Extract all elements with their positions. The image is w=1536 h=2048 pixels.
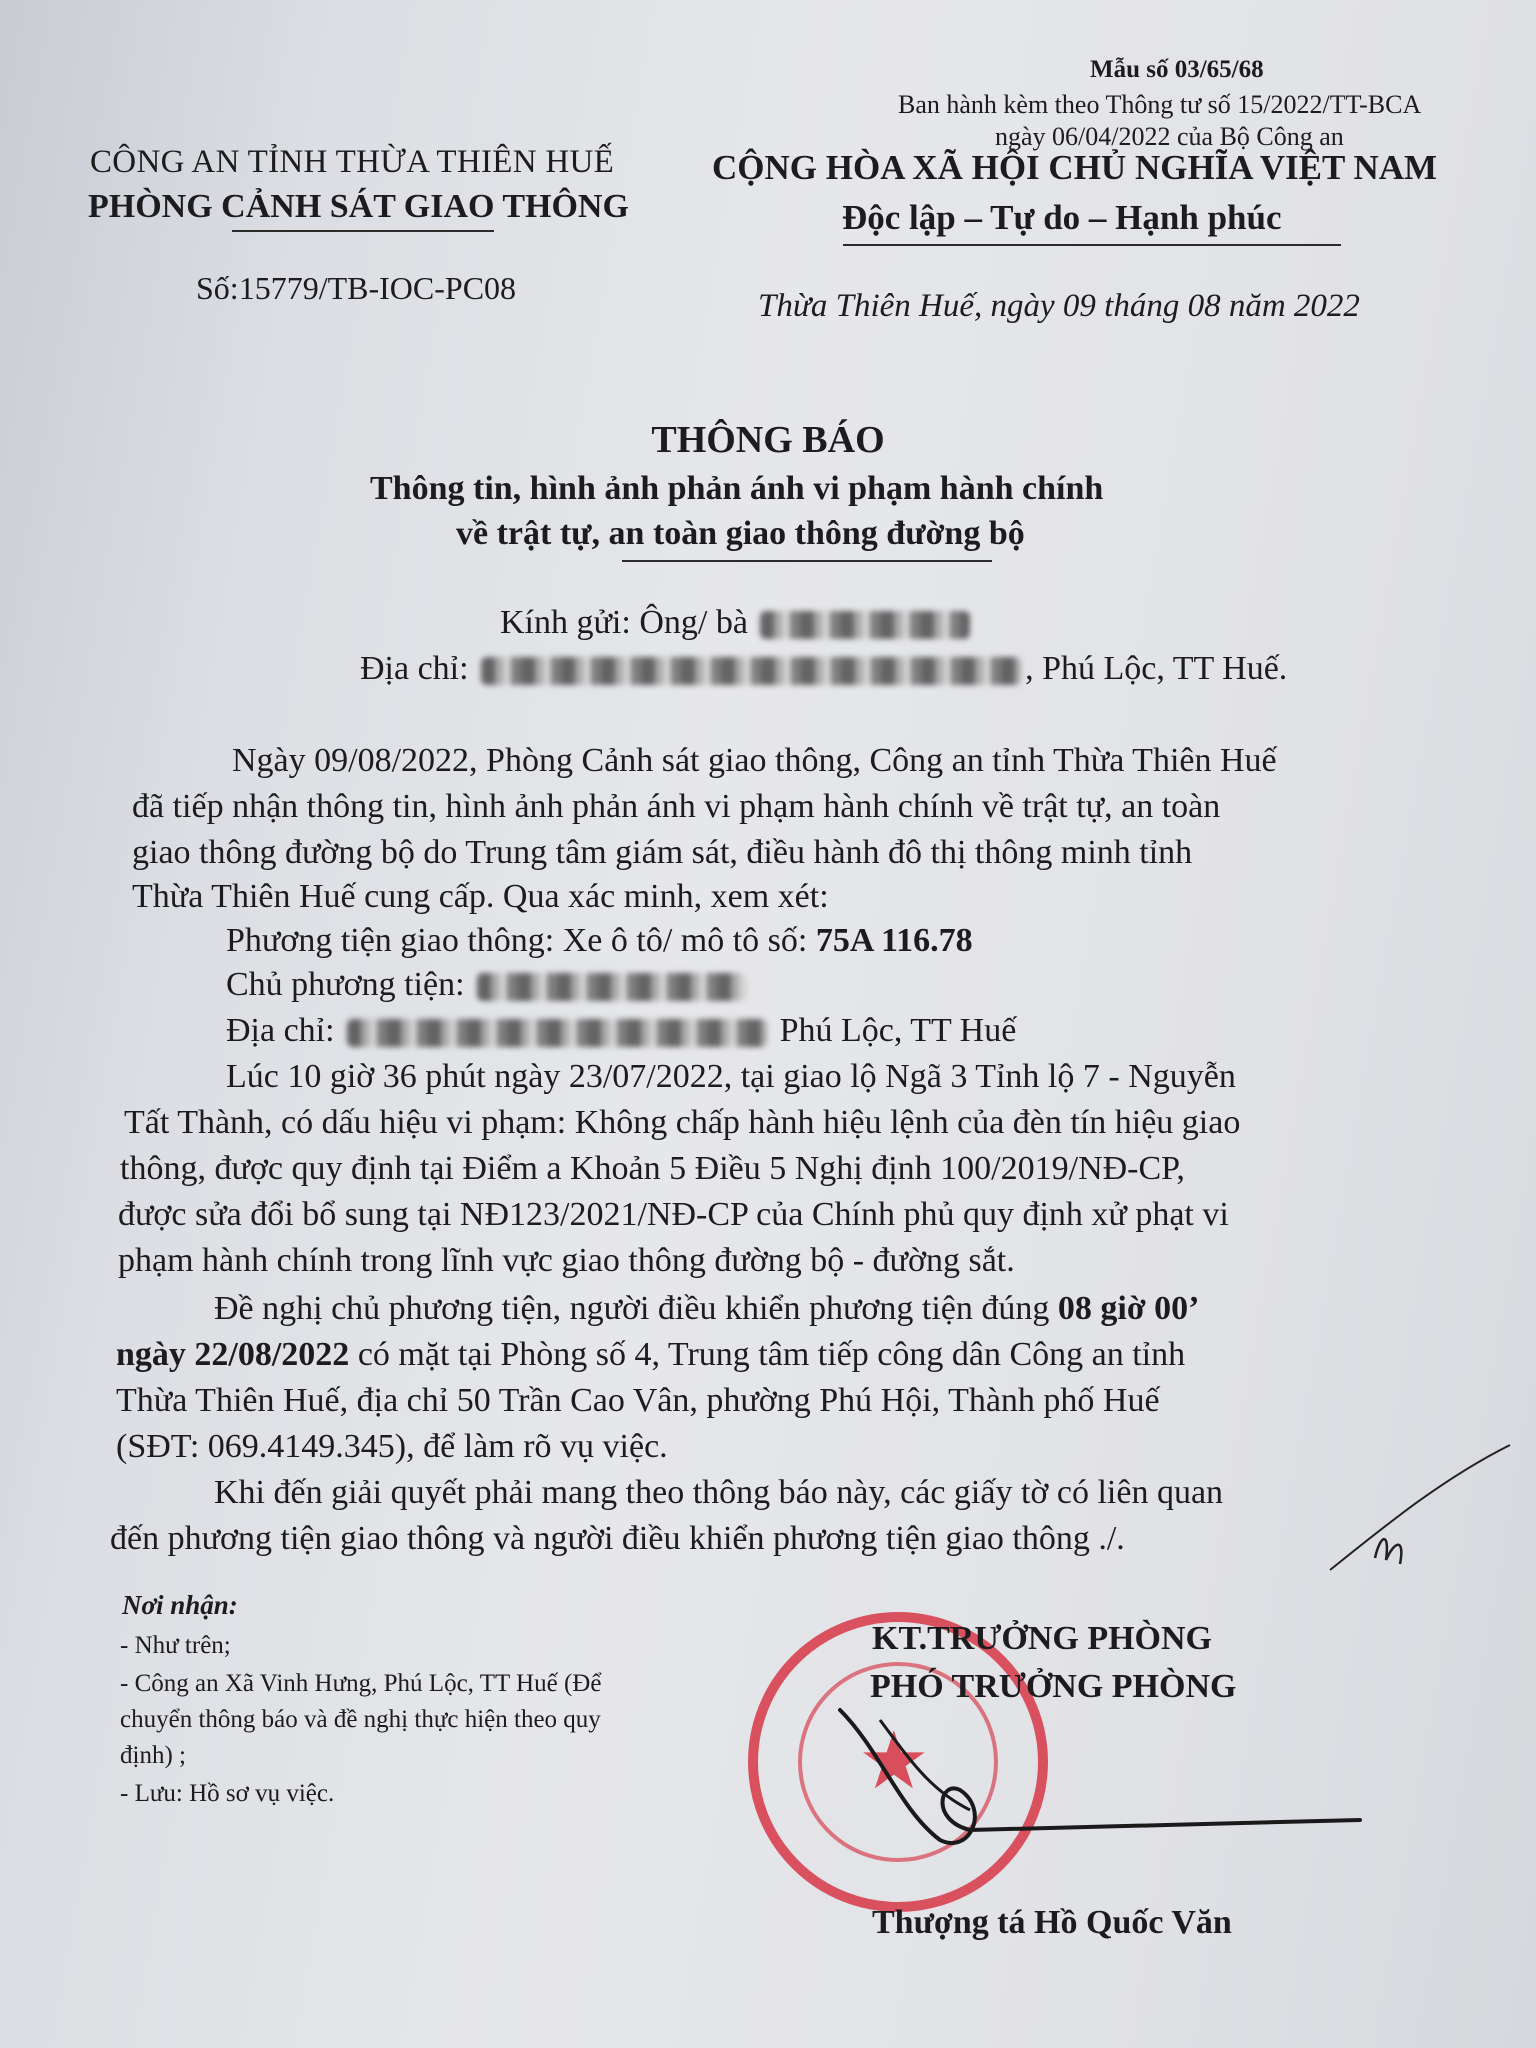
recipient-address-label: Địa chỉ: bbox=[360, 650, 478, 687]
paragraph-2-line-5: phạm hành chính trong lĩnh vực giao thông đường bộ - đường sắt. bbox=[118, 1242, 1015, 1279]
receiver-item-3: - Lưu: Hồ sơ vụ việc. bbox=[120, 1780, 335, 1807]
paragraph-2-line-4: được sửa đổi bổ sung tại NĐ123/2021/NĐ-CP của Chính phủ quy định xử phạt vi bbox=[118, 1196, 1229, 1233]
owner-address-line bbox=[226, 1012, 1016, 1050]
agency-name: PHÒNG CẢNH SÁT GIAO THÔNG bbox=[88, 188, 629, 225]
form-issue-line-1: Ban hành kèm theo Thông tư số 15/2022/TT-BCA bbox=[898, 90, 1422, 119]
pen-annotation-icon bbox=[1320, 1440, 1520, 1580]
paragraph-1-line-1: Ngày 09/08/2022, Phòng Cảnh sát giao thông, Công an tỉnh Thừa Thiên Huế bbox=[232, 742, 1277, 779]
document-title: THÔNG BÁO bbox=[651, 419, 885, 461]
document-subtitle-1: Thông tin, hình ảnh phản ánh vi phạm hành chính bbox=[370, 470, 1104, 507]
owner-label: Chủ phương tiện: bbox=[226, 966, 474, 1003]
paragraph-4-line-1: Khi đến giải quyết phải mang theo thông báo này, các giấy tờ có liên quan bbox=[214, 1474, 1224, 1511]
dateline: Thừa Thiên Huế, ngày 09 tháng 08 năm 2022 bbox=[758, 288, 1360, 324]
redacted-address bbox=[481, 657, 1021, 685]
signer-name: Thượng tá Hồ Quốc Văn bbox=[872, 1904, 1232, 1941]
country-name: CỘNG HÒA XÃ HỘI CHỦ NGHĨA VIỆT NAM bbox=[712, 148, 1438, 187]
paragraph-2-line-1: Lúc 10 giờ 36 phút ngày 23/07/2022, tại giao lộ Ngã 3 Tỉnh lộ 7 - Nguyễn bbox=[226, 1058, 1236, 1095]
paragraph-3-line-3: Thừa Thiên Huế, địa chỉ 50 Trần Cao Vân, phường Phú Hội, Thành phố Huế bbox=[116, 1382, 1160, 1419]
paragraph-2-line-3: thông, được quy định tại Điểm a Khoản 5 Điều 5 Nghị định 100/2019/NĐ-CP, bbox=[120, 1150, 1185, 1187]
national-motto: Độc lập – Tự do – Hạnh phúc bbox=[842, 198, 1282, 237]
document-subtitle-2: về trật tự, an toàn giao thông đường bộ bbox=[456, 515, 1025, 552]
recipient-line bbox=[500, 604, 974, 642]
handwritten-signature-icon bbox=[820, 1690, 1380, 1860]
vehicle-plate: 75A 116.78 bbox=[815, 922, 973, 959]
document-number: Số:15779/TB-IOC-PC08 bbox=[196, 270, 517, 306]
paragraph-3-line-1a: Đề nghị chủ phương tiện, người điều khiển phương tiện đúng bbox=[214, 1290, 1058, 1327]
paragraph-4-line-2: đến phương tiện giao thông và người điều khiển phương tiện giao thông ./. bbox=[110, 1520, 1125, 1557]
vehicle-label: Phương tiện giao thông: Xe ô tô/ mô tô số: bbox=[226, 922, 816, 959]
owner-address-tail: Phú Lộc, TT Huế bbox=[779, 1012, 1017, 1049]
redacted-owner bbox=[477, 973, 747, 1001]
paragraph-3-line-4: (SĐT: 069.4149.345), để làm rõ vụ việc. bbox=[116, 1428, 668, 1465]
paragraph-3-line-1 bbox=[214, 1290, 1200, 1328]
motto-underline bbox=[843, 244, 1341, 246]
receiver-item-1: - Như trên; bbox=[120, 1632, 231, 1659]
redacted-owner-address bbox=[347, 1019, 767, 1047]
recipient-label: Kính gửi: Ông/ bà bbox=[500, 604, 748, 641]
appointment-time: 08 giờ 00’ bbox=[1057, 1290, 1200, 1327]
agency-underline bbox=[232, 230, 494, 232]
form-issue-line-2: ngày 06/04/2022 của Bộ Công an bbox=[995, 122, 1344, 151]
agency-parent: CÔNG AN TỈNH THỪA THIÊN HUẾ bbox=[90, 144, 615, 180]
subtitle-underline bbox=[622, 560, 992, 562]
receiver-item-2-line-3: định) ; bbox=[120, 1742, 186, 1769]
signature-title-1: KT.TRƯỞNG PHÒNG bbox=[872, 1620, 1212, 1657]
paragraph-2-line-2: Tất Thành, có dấu hiệu vi phạm: Không chấp hành hiệu lệnh của đèn tín hiệu giao bbox=[124, 1104, 1241, 1141]
receivers-heading: Nơi nhận: bbox=[122, 1590, 238, 1620]
recipient-address-line bbox=[360, 650, 1287, 688]
owner-address-label: Địa chỉ: bbox=[226, 1012, 335, 1049]
receiver-item-2-line-1: - Công an Xã Vinh Hưng, Phú Lộc, TT Huế (Để bbox=[120, 1670, 602, 1697]
paragraph-3-line-2b: có mặt tại Phòng số 4, Trung tâm tiếp công dân Công an tỉnh bbox=[349, 1336, 1186, 1373]
star-icon: ★ bbox=[858, 1718, 930, 1806]
form-number: Mẫu số 03/65/68 bbox=[1090, 56, 1264, 83]
signature-title-2: PHÓ TRƯỞNG PHÒNG bbox=[870, 1668, 1237, 1705]
appointment-date: ngày 22/08/2022 bbox=[116, 1336, 350, 1373]
receiver-item-2-line-2: chuyển thông báo và đề nghị thực hiện theo quy bbox=[120, 1706, 601, 1733]
owner-line bbox=[226, 966, 751, 1004]
paragraph-1-line-4: Thừa Thiên Huế cung cấp. Qua xác minh, xem xét: bbox=[132, 878, 829, 915]
paragraph-1-line-3: giao thông đường bộ do Trung tâm giám sát, điều hành đô thị thông minh tỉnh bbox=[132, 834, 1193, 871]
vehicle-line bbox=[226, 922, 973, 960]
paragraph-3-line-2 bbox=[116, 1336, 1185, 1374]
redacted-name bbox=[760, 611, 970, 639]
paragraph-1-line-2: đã tiếp nhận thông tin, hình ảnh phản ánh vi phạm hành chính về trật tự, an toàn bbox=[132, 788, 1221, 825]
recipient-address-tail: , Phú Lộc, TT Huế. bbox=[1025, 650, 1288, 687]
